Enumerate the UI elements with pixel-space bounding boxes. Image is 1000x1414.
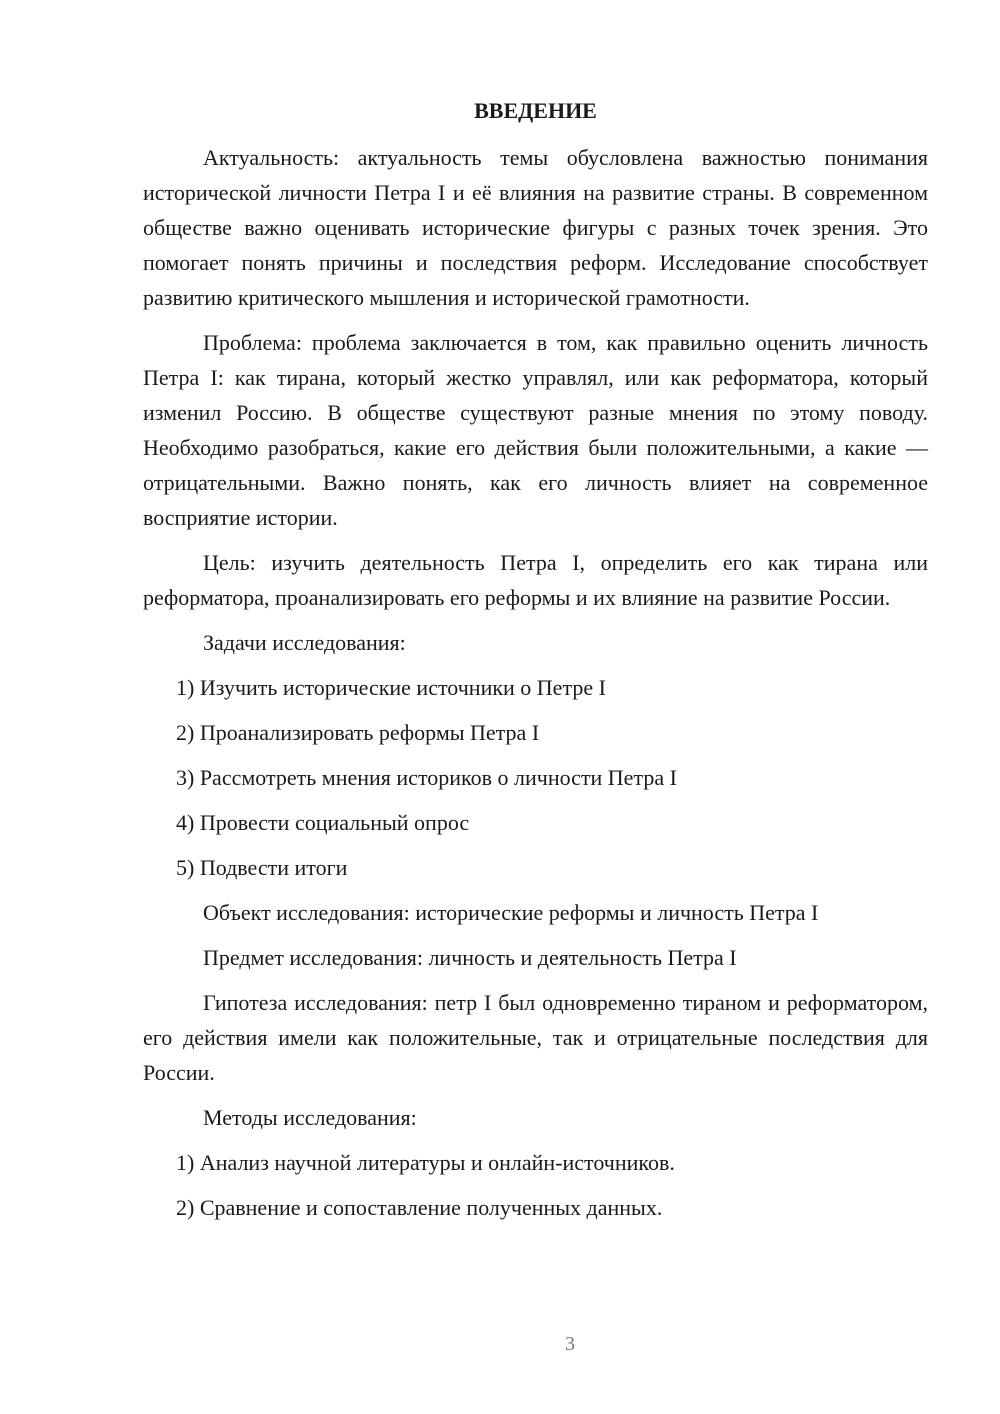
task-item: 1) Изучить исторические источники о Петре I	[176, 675, 606, 700]
document-page	[143, 93, 928, 1235]
method-item: 2) Сравнение и сопоставление полученных данных.	[176, 1195, 663, 1220]
problem-paragraph: Проблема: проблема заключается в том, как правильно оценить личность Петра I: как тирана, который жестко управлял, или как реформатора, который изменил Россию. В обществе существуют разные мнения по этому поводу. Необходимо разобраться, какие его действия были положительными, а какие — отрицательными. Важно понять, как его личность влияет на современное восприятие истории.	[143, 330, 928, 530]
section-title: ВВЕДЕНИЕ	[474, 98, 597, 123]
research-object: Объект исследования: исторические реформы и личность Петра I	[203, 900, 819, 925]
goal-paragraph: Цель: изучить деятельность Петра I, определить его как тирана или реформатора, проанализировать его реформы и их влияние на развитие России.	[143, 550, 928, 610]
methods-heading: Методы исследования:	[203, 1105, 417, 1130]
tasks-heading: Задачи исследования:	[203, 630, 406, 655]
relevance-paragraph: Актуальность: актуальность темы обусловлена важностью понимания исторической личности Петра I и её влияния на развитие страны. В современном обществе важно оценивать исторические фигуры с разных точек зрения. Это помогает понять причины и последствия реформ. Исследование способствует развитию критического мышления и исторической грамотности.	[143, 145, 928, 310]
task-item: 2) Проанализировать реформы Петра I	[176, 720, 540, 745]
hypothesis-paragraph: Гипотеза исследования: петр I был одновременно тираном и реформатором, его действия имели как положительные, так и отрицательные последствия для России.	[143, 990, 928, 1085]
task-item: 5) Подвести итоги	[176, 855, 348, 880]
task-item: 4) Провести социальный опрос	[176, 810, 470, 835]
page-number: 3	[565, 1333, 575, 1355]
task-item: 3) Рассмотреть мнения историков о личности Петра I	[176, 765, 677, 790]
research-subject: Предмет исследования: личность и деятельность Петра I	[203, 945, 737, 970]
method-item: 1) Анализ научной литературы и онлайн-источников.	[176, 1150, 675, 1175]
